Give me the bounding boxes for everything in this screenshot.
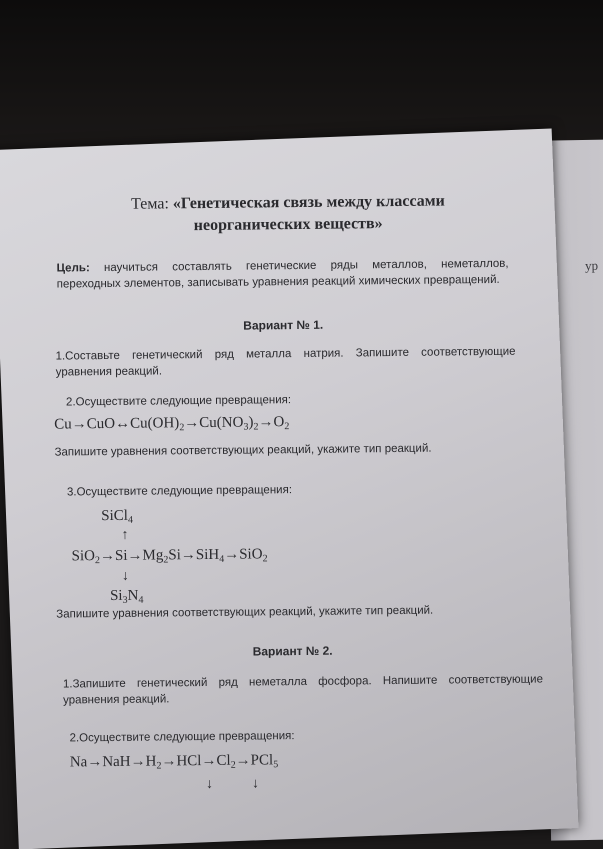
goal-label: Цель: [56,262,90,275]
goal-paragraph [57,256,509,293]
title-prefix: Тема: [130,195,173,213]
variant-2-task-1: 1.Запишите генетический ряд неметалла фосфора. Напишите соответствующие уравнения реакций. [62,673,544,707]
variant-2-heading: Вариант № 2. [252,643,333,659]
title-line-2: неорганических веществ» [193,215,383,235]
variant-1-task-3-note: Запишите уравнения соответствующих реакций, укажите тип реакций. [56,604,434,621]
variant-1-heading: Вариант № 1. [243,317,324,333]
goal-text: научиться составлять генетические ряды металлов, неметаллов, переходных элементов, записывать уравнения реакций химических превращений. [56,257,509,291]
arrow-down-icon: ↓ [205,776,214,793]
variant-2-task-2: 2.Осуществите следующие превращения: [69,730,295,745]
variant-1-task-2-note: Запишите уравнения соответствующих реакций, укажите тип реакций. [54,442,432,459]
variant-1-chain-3-top: SiCl$_4$ [101,507,133,526]
page-title [108,190,468,238]
variant-1-task-2: 2.Осуществите следующие превращения: [65,394,292,409]
variant-1-chain-3-main: $SiO_2\to Si\to Mg_2Si\to SiH_4\to SiO_2$ [71,546,268,567]
variant-1-chain-3-bottom: $Si_3N_4$ [109,587,144,606]
arrow-up-icon: ↑ [121,527,129,543]
variant-1-task-3: 3.Осуществите следующие превращения: [66,484,293,499]
title-line-1: «Генетическая связь между классами [172,192,445,213]
variant-1-task-1: 1.Составьте генетический ряд металла натрия. Запишите соответствующие уравнения реакций. [55,345,516,379]
adjacent-page-text: ур [584,257,599,273]
variant-1-chain-2: $Cu\to CuO\leftrightarrow Cu(OH)_2\to Cu(NO_3)_2\to O_2$ [54,414,290,434]
arrow-down-icon: ↓ [121,568,129,584]
variant-2-chain-2: $Na\to NaH\to H_2\to HCl\to Cl_2\to PCl_5$ [69,752,279,772]
arrow-down-icon: ↓ [251,776,260,792]
